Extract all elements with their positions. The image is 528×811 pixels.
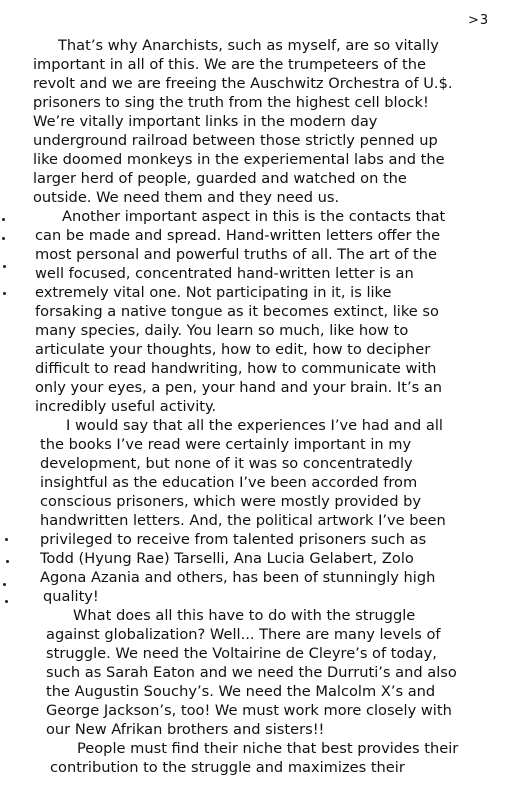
text-line: articulate your thoughts, how to edit, how to decipher (35, 341, 431, 358)
text-line: against globalization? Well... There are many levels of (46, 626, 441, 643)
text-line: privileged to receive from talented prisoners such as (40, 531, 427, 548)
text-line: People must find their niche that best provides their (77, 740, 459, 757)
text-line: our New Afrikan brothers and sisters!! (46, 721, 325, 738)
text-line: well focused, concentrated hand-written letter is an (35, 265, 414, 282)
scan-speck (6, 560, 9, 563)
scan-speck (2, 218, 5, 221)
text-line: such as Sarah Eaton and we need the Durruti’s and also (46, 664, 457, 681)
text-line: important in all of this. We are the trumpeteers of the (33, 56, 427, 73)
scan-speck (3, 292, 6, 295)
text-line: handwritten letters. And, the political artwork I’ve been (40, 512, 446, 529)
text-line: contribution to the struggle and maximizes their (50, 759, 405, 776)
text-line: difficult to read handwriting, how to communicate with (35, 360, 437, 377)
text-line: outside. We need them and they need us. (33, 189, 340, 206)
text-line: forsaking a native tongue as it becomes extinct, like so (35, 303, 439, 320)
text-line: insightful as the education I’ve been accorded from (40, 474, 418, 491)
text-line: development, but none of it was so concentratedly (40, 455, 413, 472)
text-line: I would say that all the experiences I’ve had and all (66, 417, 443, 434)
text-line: most personal and powerful truths of all. The art of the (35, 246, 438, 263)
scan-speck (3, 583, 6, 586)
text-line: Agona Azania and others, has been of stunningly high (40, 569, 436, 586)
text-line: That’s why Anarchists, such as myself, are so vitally (58, 37, 439, 54)
text-line: larger herd of people, guarded and watched on the (33, 170, 407, 187)
text-line: revolt and we are freeing the Auschwitz Orchestra of U.$. (33, 75, 453, 92)
text-line: incredibly useful activity. (35, 398, 217, 415)
text-line: the books I’ve read were certainly important in my (40, 436, 412, 453)
text-line: What does all this have to do with the struggle (73, 607, 416, 624)
text-line: conscious prisoners, which were mostly provided by (40, 493, 422, 510)
text-line: like doomed monkeys in the experiemental labs and the (33, 151, 445, 168)
text-line: can be made and spread. Hand-written letters offer the (35, 227, 441, 244)
text-line: struggle. We need the Voltairine de Cleyre’s of today, (46, 645, 437, 662)
text-line: Todd (Hyung Rae) Tarselli, Ana Lucia Gelabert, Zolo (40, 550, 414, 567)
text-line: underground railroad between those strictly penned up (33, 132, 438, 149)
text-line: many species, daily. You learn so much, like how to (35, 322, 409, 339)
text-line: the Augustin Souchy’s. We need the Malcolm X’s and (46, 683, 436, 700)
text-line: extremely vital one. Not participating in it, is like (35, 284, 392, 301)
text-line: We’re vitally important links in the modern day (33, 113, 378, 130)
text-line: prisoners to sing the truth from the highest cell block! (33, 94, 429, 111)
scan-speck (2, 237, 5, 240)
scan-speck (5, 600, 8, 603)
scan-speck (3, 265, 6, 268)
page-number: >3 (468, 13, 490, 28)
text-line: quality! (43, 588, 99, 605)
scan-speck (5, 538, 8, 541)
text-line: only your eyes, a pen, your hand and your brain. It’s an (35, 379, 443, 396)
text-line: Another important aspect in this is the contacts that (62, 208, 446, 225)
text-line: George Jackson’s, too! We must work more closely with (46, 702, 452, 719)
